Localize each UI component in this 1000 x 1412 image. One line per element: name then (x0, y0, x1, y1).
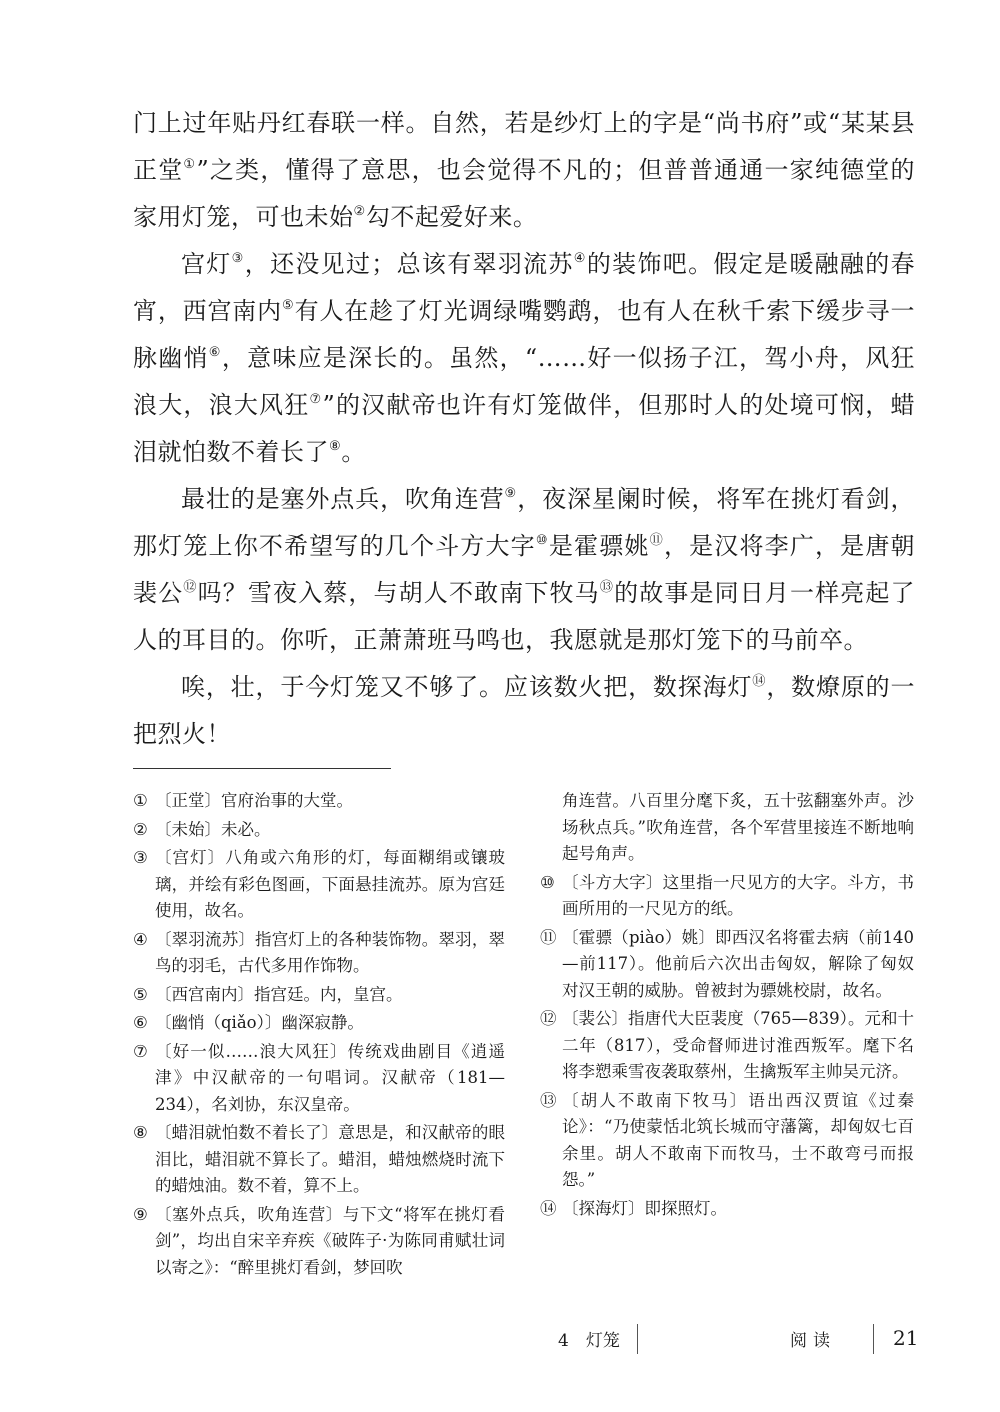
page-footer (0, 1326, 1000, 1356)
footnote-7 (133, 1039, 505, 1119)
text-run: 的故事是同日月一样亮起了人的耳目的。你听，正萧萧班马鸣也，我愿就是那灯笼下的马前卒。 (133, 579, 916, 654)
footnote-text: 〔西宫南内〕指宫廷。内，皇宫。 (155, 984, 403, 1004)
footnote-text: 〔幽悄（qiǎo）〕幽深寂静。 (155, 1013, 364, 1032)
footnote-5 (133, 982, 505, 1009)
text-run: 吗？雪夜入蔡，与胡人不敢南下牧马 (197, 579, 600, 607)
footnote-ref: ④ (573, 251, 587, 267)
footnote-number: ⑤ (133, 984, 148, 1004)
footnote-8 (133, 1120, 505, 1200)
text-run: ，还没见过；总该有翠羽流苏 (244, 250, 574, 278)
footnote-1 (133, 788, 505, 815)
footnote-text: 〔胡人不敢南下牧马〕语出西汉贾谊《过秦论》：“乃使蒙恬北筑长城而守藩篱，却匈奴七百余里。胡人不敢南下而牧马，士不敢弯弓而报怨。” (562, 1090, 914, 1189)
footnote-number: ⑥ (133, 1013, 148, 1032)
text-run: ”的汉献帝也许有灯笼做伴，但那时人的处境可悯，蜡泪就怕数不着长了 (133, 391, 915, 466)
footnote-ref: ⑥ (208, 345, 222, 361)
footnote-3 (133, 845, 505, 925)
footnote-text: 〔斗方大字〕这里指一尺见方的大字。斗方，书画所用的一尺见方的纸。 (562, 872, 914, 918)
text-run: 有人在趁了灯光调绿嘴鹦鹉，也有人在秋千索下缓步寻一脉幽悄 (133, 297, 915, 372)
text-run: ，夜深星阑时候，将军在挑灯看剑，那灯笼上你不希望写的几个斗方大字 (133, 485, 916, 560)
paragraph-4 (133, 664, 915, 758)
footnote-2 (133, 817, 505, 844)
text-run: 是霍骠姚 (548, 532, 650, 560)
footnote-number: ④ (133, 929, 148, 949)
footnote-number: ⑬ (540, 1090, 557, 1110)
page-number: 21 (893, 1326, 919, 1350)
main-text (133, 100, 915, 758)
footnote-13 (540, 1088, 914, 1194)
text-run: 宫灯 (181, 250, 232, 278)
footnotes-right-column (540, 788, 914, 1224)
footnote-number: ⑧ (133, 1123, 148, 1142)
footnote-6 (133, 1010, 505, 1037)
footnote-9-continued (540, 788, 914, 868)
paragraph-1 (133, 100, 915, 241)
footnote-number: ⑫ (540, 1009, 557, 1028)
footnote-text: 〔正堂〕官府治事的大堂。 (155, 791, 353, 810)
footnote-4 (133, 927, 505, 980)
footnote-text: 〔裴公〕指唐代大臣裴度（765—839）。元和十二年（817），受命督师进讨淮西叛军。麾下名将李愬乘雪夜袭取蔡州，生擒叛军主帅吴元济。 (562, 1009, 914, 1081)
footnote-ref: ⑭ (752, 674, 767, 690)
footnote-14 (540, 1196, 914, 1223)
footnotes-left-column (133, 788, 505, 1283)
text-run: 最壮的是塞外点兵，吹角连营 (181, 485, 505, 513)
footnote-ref: ⑨ (504, 486, 518, 502)
footnote-ref: ⑬ (599, 580, 615, 596)
text-run: 勾不起爱好来。 (365, 203, 538, 231)
text-run: ，是汉将李广，是唐朝裴公 (133, 532, 916, 607)
text-run: ，数燎原的一把烈火！ (133, 673, 916, 748)
footnote-number: ① (133, 791, 148, 810)
text-run: ”之类，懂得了意思，也会觉得不凡的；但普普通通一家纯德堂的家用灯笼，可也未始 (133, 156, 915, 231)
footnote-9 (133, 1202, 505, 1282)
footnote-ref: ① (183, 157, 197, 173)
footnote-ref: ③ (231, 251, 245, 267)
footnote-ref: ⑦ (309, 392, 323, 408)
footnote-text: 角连营。八百里分麾下炙，五十弦翻塞外声。沙场秋点兵。”吹角连营，各个军营里接连不断地响起号角声。 (562, 791, 914, 863)
paragraph-2 (133, 241, 915, 476)
footer-divider (637, 1324, 638, 1354)
footnote-ref: ⑫ (183, 580, 198, 596)
text-run: 门上过年贴丹红春联一样。自然，若是纱灯上的字是“尚书府”或“某某县正堂 (133, 109, 915, 184)
footnote-ref: ⑤ (281, 298, 295, 314)
footnote-divider (133, 768, 391, 769)
footnote-11 (540, 925, 914, 1005)
footnote-number: ⑩ (540, 872, 555, 892)
footnote-text: 〔未始〕未必。 (155, 819, 271, 839)
footnote-ref: ⑩ (535, 533, 549, 549)
text-run: ，意味应是深长的。虽然，“……好一似扬子江，驾小舟，风狂浪大，浪大风狂 (133, 344, 915, 419)
footnote-10 (540, 870, 914, 923)
footnote-number: ⑦ (133, 1041, 148, 1061)
footnote-number: ② (133, 819, 148, 839)
footnote-number: ③ (133, 848, 148, 867)
chapter-title: 4 灯笼 (558, 1331, 620, 1351)
footnote-text: 〔宫灯〕八角或六角形的灯，每面糊绢或镶玻璃，并绘有彩色图画，下面悬挂流苏。原为宫廷使用，故名。 (155, 848, 505, 920)
footnote-text: 〔翠羽流苏〕指宫灯上的各种装饰物。翠羽，翠鸟的羽毛，古代多用作饰物。 (155, 929, 505, 975)
footer-divider (873, 1324, 874, 1354)
footnote-text: 〔霍骠（piào）姚〕即西汉名将霍去病（前140—前117）。他前后六次出击匈奴，解除了匈奴对汉王朝的威胁。曾被封为骠姚校尉，故名。 (562, 927, 914, 1000)
footnote-number: ⑭ (540, 1198, 557, 1218)
footnote-ref: ② (353, 204, 366, 220)
footnote-text: 〔蜡泪就怕数不着长了〕意思是，和汉献帝的眼泪比，蜡泪就不算长了。蜡泪，蜡烛燃烧时流下的蜡烛油。数不着，算不上。 (155, 1123, 505, 1195)
text-run: 唉，壮，于今灯笼又不够了。应该数火把，数探海灯 (181, 673, 753, 701)
paragraph-3 (133, 476, 915, 664)
footnote-ref: ⑧ (329, 439, 342, 455)
footnote-12 (540, 1006, 914, 1086)
footnote-text: 〔塞外点兵，吹角连营〕与下文“将军在挑灯看剑”，均出自宋辛弃疾《破阵子·为陈同甫赋壮词以寄之》：“醉里挑灯看剑，梦回吹 (155, 1204, 505, 1277)
footnote-text: 〔好一似……浪大风狂〕传统戏曲剧目《逍遥津》中汉献帝的一句唱词。汉献帝（181—234），名刘协，东汉皇帝。 (155, 1041, 505, 1114)
text-run: 。 (341, 438, 366, 466)
text-run: 的装饰吧。假定是暖融融的春宵，西宫南内 (133, 250, 916, 325)
section-label: 阅读 (790, 1331, 836, 1351)
footnote-ref: ⑪ (649, 533, 664, 549)
footnote-number: ⑨ (133, 1204, 148, 1224)
footnote-number: ⑪ (540, 927, 557, 947)
footnote-text: 〔探海灯〕即探照灯。 (562, 1198, 727, 1218)
